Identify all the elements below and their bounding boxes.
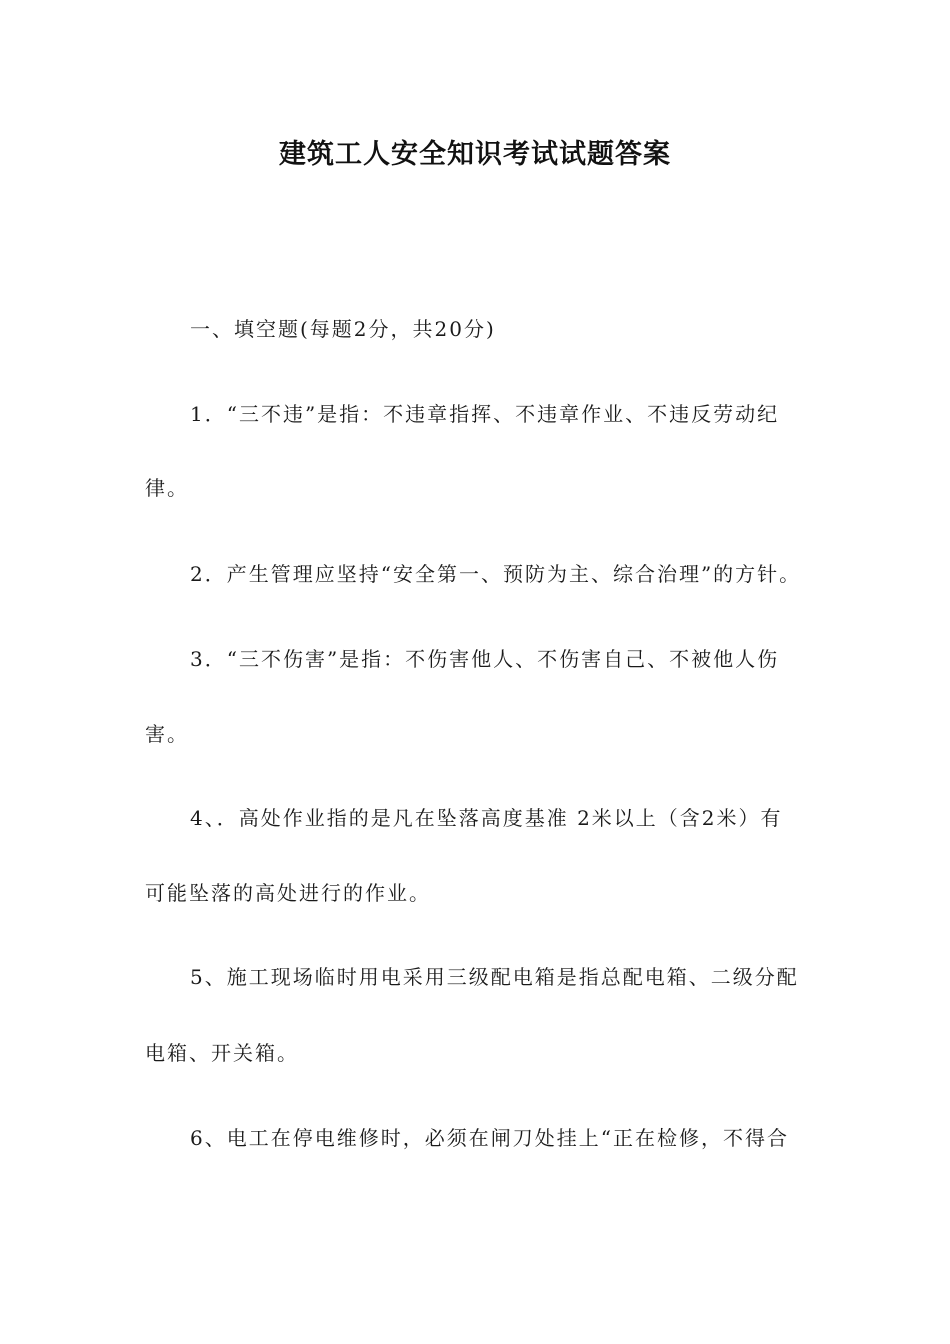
question-2-line-1: 2．产生管理应坚持“安全第一、预防为主、综合治理”的方针。: [190, 562, 802, 586]
question-5-line-1: 5、施工现场临时用电采用三级配电箱是指总配电箱、二级分配: [190, 965, 799, 989]
question-4-line-1: 4、．高处作业指的是凡在坠落高度基准 2米以上（含2米）有: [190, 806, 783, 830]
question-1-line-1: 1．“三不违”是指：不违章指挥、不违章作业、不违反劳动纪: [190, 402, 780, 426]
question-6-line-1: 6、电工在停电维修时，必须在闸刀处挂上“正在检修，不得合: [190, 1126, 789, 1150]
document-title: 建筑工人安全知识考试试题答案: [279, 139, 671, 170]
question-5-line-2: 电箱、开关箱。: [145, 1041, 299, 1065]
section-heading: 一、填空题(每题2分，共20分): [190, 317, 496, 341]
question-3-line-1: 3．“三不伤害”是指：不伤害他人、不伤害自己、不被他人伤: [190, 647, 780, 671]
question-4-line-2: 可能坠落的高处进行的作业。: [145, 881, 431, 905]
question-3-line-2: 害。: [145, 722, 189, 746]
question-1-line-2: 律。: [145, 476, 189, 500]
